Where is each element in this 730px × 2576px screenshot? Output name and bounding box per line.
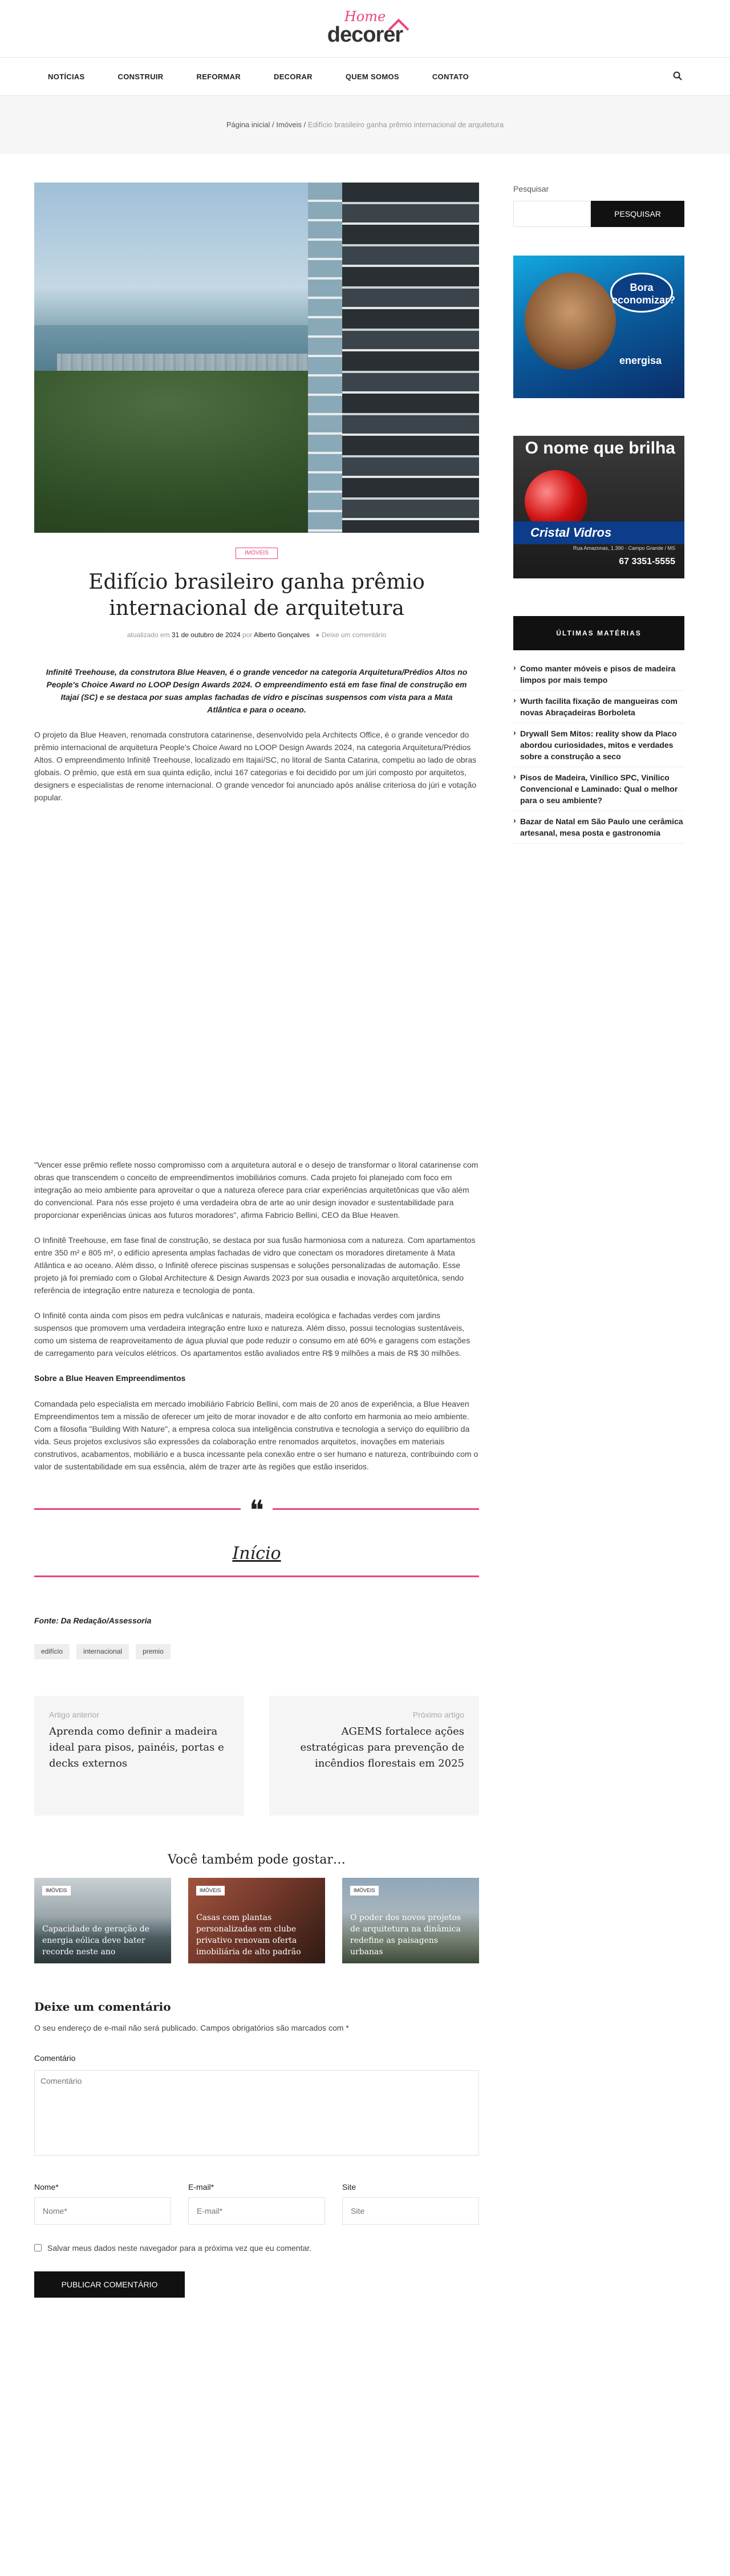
main-navigation	[0, 57, 730, 96]
breadcrumb-separator: /	[302, 120, 308, 129]
sidebar	[513, 183, 684, 2343]
related-card[interactable]	[34, 1878, 171, 1963]
name-label: Nome*	[34, 2182, 59, 2192]
comment-form	[34, 1998, 479, 2298]
article-title: Edifício brasileiro ganha prêmio internacional de arquitetura	[88, 570, 425, 620]
search-icon[interactable]	[673, 69, 682, 86]
related-title[interactable]: Casas com plantas personalizadas em clube privativo renovam oferta imobiliária de alto padrão	[196, 1913, 301, 1957]
search-label: Pesquisar	[513, 184, 549, 193]
save-data-checkbox[interactable]	[34, 2244, 42, 2251]
sidebar-search-button[interactable]: PESQUISAR	[591, 201, 684, 227]
latest-list	[513, 658, 684, 844]
article	[34, 183, 479, 2343]
cristal-vidros-ad[interactable]	[513, 436, 684, 578]
latest-item[interactable]: › Pisos de Madeira, Vinílico SPC, Vinílico Convencional e Laminado: Qual o melhor para o seu ambiente?	[513, 767, 684, 811]
ad-space	[34, 804, 479, 1146]
meta-author[interactable]: Alberto Gonçalves	[254, 631, 310, 639]
breadcrumb-section[interactable]: Imóveis	[276, 120, 302, 129]
site-field[interactable]	[342, 2197, 479, 2225]
meta-date: 31 de outubro de 2024	[171, 631, 241, 639]
article-subheading: Sobre a Blue Heaven Empreendimentos	[34, 1374, 186, 1383]
quote-divider	[34, 1575, 479, 1577]
latest-item[interactable]: › Wurth facilita fixação de mangueiras com novas Abraçadeiras Borboleta	[513, 691, 684, 723]
quote-home-link[interactable]: Início	[232, 1543, 281, 1564]
related-tag[interactable]: IMÓVEIS	[42, 1886, 71, 1895]
breadcrumb-current: Edifício brasileiro ganha prêmio internacional de arquitetura	[307, 120, 504, 129]
post-navigation	[34, 1696, 479, 1816]
related-posts	[34, 1850, 479, 1963]
comment-label: Comentário	[34, 2053, 76, 2063]
site-logo[interactable]	[314, 6, 416, 51]
breadcrumb-home[interactable]: Página inicial	[226, 120, 270, 129]
previous-article[interactable]	[34, 1696, 244, 1816]
tag-item[interactable]: internacional	[76, 1644, 129, 1659]
next-title[interactable]: AGEMS fortalece ações estratégicas para prevenção de incêndios florestais em 2025	[300, 1725, 464, 1769]
energisa-ad[interactable]	[513, 256, 684, 398]
logo-top-text: Home	[344, 9, 386, 25]
breadcrumb	[0, 96, 730, 154]
article-paragraph: Comandada pelo especialista em mercado imobiliário Fabricio Bellini, com mais de 20 anos de experiência, a Blue Heaven Empreendimentos tem a missão de oferecer um jeito de morar inovador e de alto conforto em harmonia ao meio ambiente. Com a filosofia "Building With Nature", a empresa coloca sua inteligência construtiva e tecnologia a serviço do equilíbrio da vida. Seus projetos exclusivos são expressões da colaboração entre renomados arquitetos, inovações em materiais construtivos, acabamentos, mobiliário e a busca incessante pela conexão entre o ser humano e natureza, contribuindo com o valor de sustentabilidade em sua essência, além de trazer arte às regiões que estão inseridos.	[34, 1399, 478, 1471]
ad-brand: energisa	[619, 355, 662, 367]
image-tower	[308, 183, 479, 533]
site-branding	[0, 0, 730, 57]
ad-address: Rua Amazonas, 1.390 - Campo Grande / MS	[573, 545, 675, 552]
breadcrumb-separator: /	[270, 120, 277, 129]
related-card[interactable]	[188, 1878, 325, 1963]
previous-title[interactable]: Aprenda como definir a madeira ideal para pisos, painéis, portas e decks externos	[49, 1725, 224, 1769]
meta-comments-link[interactable]: Deixe um comentário	[321, 631, 387, 639]
next-label: Próximo artigo	[412, 1710, 464, 1720]
nav-quem-somos[interactable]: QUEM SOMOS	[345, 72, 399, 81]
quote-icon: ❝	[241, 1497, 273, 1520]
email-field[interactable]	[188, 2197, 325, 2225]
featured-image	[34, 183, 479, 533]
email-label: E-mail*	[188, 2182, 214, 2192]
nav-noticias[interactable]: NOTÍCIAS	[48, 72, 85, 81]
related-title[interactable]: O poder dos novos projetos de arquitetura na dinâmica redefine as paisagens urbanas	[350, 1913, 461, 1957]
ad-brand: Cristal Vidros	[513, 521, 684, 544]
site-label: Site	[342, 2182, 356, 2192]
tag-item[interactable]: edifício	[34, 1644, 70, 1659]
next-article[interactable]	[269, 1696, 479, 1816]
related-title[interactable]: Capacidade de geração de energia eólica deve bater recorde neste ano	[42, 1925, 149, 1957]
latest-item[interactable]: › Como manter móveis e pisos de madeira limpos por mais tempo	[513, 658, 684, 691]
article-source: Fonte: Da Redação/Assessoria	[34, 1615, 152, 1625]
ad-phone: 67 3351-5555	[619, 557, 675, 567]
category-badge[interactable]: IMÓVEIS	[236, 548, 278, 559]
nav-decorar[interactable]: DECORAR	[274, 72, 313, 81]
tag-list	[34, 1644, 479, 1659]
comment-textarea[interactable]	[34, 2070, 479, 2156]
related-tag[interactable]: IMÓVEIS	[350, 1886, 379, 1895]
related-card[interactable]	[342, 1878, 479, 1963]
submit-comment-button[interactable]: PUBLICAR COMENTÁRIO	[34, 2271, 185, 2298]
tag-item[interactable]: premio	[136, 1644, 171, 1659]
save-data-label: Salvar meus dados neste navegador para a próxima vez que eu comentar.	[47, 2243, 312, 2253]
meta-by: por	[240, 631, 254, 639]
article-paragraph: O projeto da Blue Heaven, renomada construtora catarinense, desenvolvido pela Architects Office, é o grande vencedor do prêmio internacional de arquitetura People's Choice Award no LOOP Design Awards 2024, na categoria Arquitetura/Prédios Altos. O empreendimento Infinitê Treehouse, localizado em Itajaí/SC, no litoral de Santa Catarina, competiu ao lado de obras globais. O prêmio, que está em sua quinta edição, inclui 167 categorias e foi decidido por um júri composto por arquitetos, designers e especialistas de renome internacional. O grande vencedor foi anunciado após análise criteriosa do júri e votação popular.	[34, 730, 477, 803]
nav-construir[interactable]: CONSTRUIR	[117, 72, 164, 81]
latest-heading: ÚLTIMAS MATÉRIAS	[513, 616, 684, 650]
comment-icon: ●	[315, 631, 320, 639]
comment-heading: Deixe um comentário	[34, 2000, 171, 2014]
nav-reformar[interactable]: REFORMAR	[196, 72, 241, 81]
related-heading: Você também pode gostar…	[168, 1853, 346, 1868]
article-paragraph: O Infinitê Treehouse, em fase final de construção, se destaca por sua fusão harmoniosa com a natureza. Com apartamentos entre 350 m² e 805 m², o edifício apresenta amplas fachadas de vidro que conectam os moradores diretamente à Mata Atlântica e ao oceano. Além disso, o Infinitê oferece piscinas suspensas e soluções personalizadas de automação. Esse projeto já foi premiado com o Global Architecture & Design Awards 2023 por sua ousadia e inovação arquitetônica, sendo referência de integração entre natureza e tecnologia de ponta.	[34, 1236, 476, 1295]
name-field[interactable]	[34, 2197, 171, 2225]
latest-item[interactable]: › Drywall Sem Mitos: reality show da Placo abordou curiosidades, mitos e verdades sobre a construção a seco	[513, 723, 684, 767]
article-paragraph: O Infinitê conta ainda com pisos em pedra vulcânicas e naturais, madeira ecológica e fachadas verdes com jardins suspensos que promovem uma verdadeira integração entre luxo e natureza. Além disso, possui tecnologias sustentáveis, como um sistema de reaproveitamento de água pluvial que pode reduzir o consumo em até 60% e garagens com estações de carregamento para veículos elétricos. Os apartamentos estão avaliados entre R$ 9 milhões a mais de R$ 30 milhões.	[34, 1311, 471, 1358]
meta-updated: atualizado em	[127, 631, 172, 639]
latest-item[interactable]: › Bazar de Natal em São Paulo une cerâmica artesanal, mesa posta e gastronomia	[513, 811, 684, 844]
nav-contato[interactable]: CONTATO	[432, 72, 469, 81]
ad-face-image	[525, 273, 616, 370]
ad-headline: O nome que brilha	[525, 439, 675, 458]
ad-bubble: Bora economizar?	[610, 273, 673, 313]
pull-quote	[34, 1494, 479, 1564]
previous-label: Artigo anterior	[49, 1710, 99, 1720]
logo-bottom-text: decorer	[327, 23, 403, 47]
related-tag[interactable]: IMÓVEIS	[196, 1886, 225, 1895]
sidebar-search-input[interactable]	[513, 201, 591, 227]
article-meta	[34, 630, 479, 641]
article-lead: Infinitê Treehouse, da construtora Blue Heaven, é o grande vencedor na categoria Arquitetura/Prédios Altos no People's Choice Award no LOOP Design Awards 2024. O empreendimento está em fase final de construção em Itajaí (SC) e se destaca por suas amplas fachadas de vidro e piscinas suspensos com vista para a Mata Atlântica e para o oceano.	[46, 667, 468, 715]
comment-note: O seu endereço de e-mail não será publicado. Campos obrigatórios são marcados com *	[34, 2023, 349, 2033]
article-paragraph: "Vencer esse prêmio reflete nosso compromisso com a arquitetura autoral e o desejo de transformar o litoral catarinense com obras que transcendem o conceito de empreendimentos imobiliários comuns. Cada projeto foi planejado com foco em integração ao meio ambiente para aproveitar o que a natureza oferece para criar experiências arquitetônicas que vão além do convencional. Para nós esse projeto é uma verdadeira obra de arte ao unir design inovador e sustentabilidade para proporcionar experiências únicas aos futuros moradores", afirma Fabricio Bellini, CEO da Blue Heaven.	[34, 1160, 478, 1220]
